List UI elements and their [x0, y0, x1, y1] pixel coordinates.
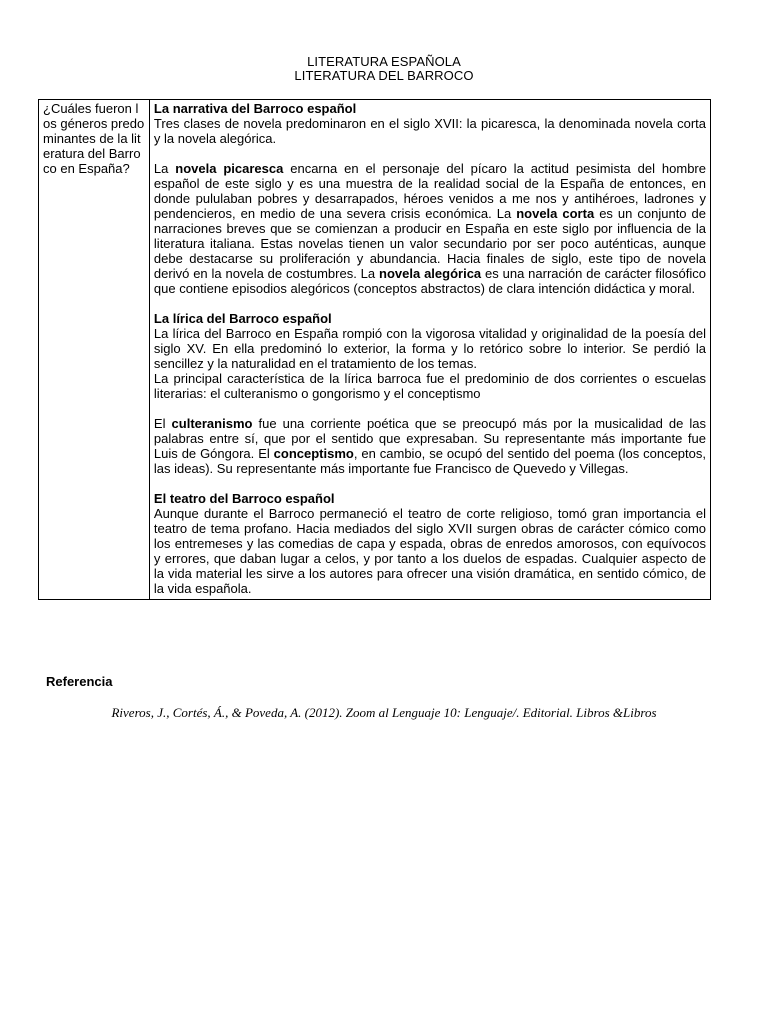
paragraph: El culteranismo fue una corriente poética que se preocupó más por la musicalidad de las palabras entre sí, que por el sentido que expresaban. Su representante más importante fue Luis de Góngora. El conceptismo, en cambio, se ocupó del sentido del poema (los conceptos, las ideas). Su representante más importante fue Francisco de Quevedo y Villegas. — [153, 416, 707, 476]
paragraph: La principal característica de la lírica barroca fue el predominio de dos corrientes o escuelas literarias: el culteranismo o gongorismo y el conceptismo — [153, 371, 706, 401]
paragraph: La lírica del Barroco en España rompió con la vigorosa vitalidad y originalidad de la poesía del siglo XV. En ella predominó lo exterior, la forma y lo retórico sobre lo interior. Se perdió la sencillez y la naturalidad en el tratamiento de los temas. — [153, 326, 706, 371]
reference-heading: Referencia — [46, 674, 113, 689]
question-text: ¿Cuáles fueron los géneros predominantes de la literatura del Barroco en España? — [43, 101, 145, 176]
answer-cell — [149, 100, 710, 600]
table-row — [39, 100, 711, 600]
paragraph: Tres clases de novela predominaron en el siglo XVII: la picaresca, la denominada novela corta y la novela alegórica. — [153, 116, 706, 146]
term-novela-corta: novela corta — [516, 206, 595, 221]
question-cell — [39, 100, 150, 600]
term-novela-alegorica: novela alegórica — [379, 266, 482, 281]
term-conceptismo: conceptismo — [273, 446, 354, 461]
reference-citation: Riveros, J., Cortés, Á., & Poveda, A. (2012). Zoom al Lenguaje 10: Lenguaje/. Editorial. Libros &Libros — [111, 705, 657, 720]
page-title: LITERATURA ESPAÑOLA — [307, 54, 461, 69]
content-table — [38, 99, 711, 600]
paragraph: La novela picaresca encarna en el personaje del pícaro la actitud pesimista del hombre español de este siglo y es una muestra de la realidad social de la España de entonces, en donde pululaban pobres y desarrapados, héroes venidos a me nos y antihéroes, ladrones y pendencieros, en medio de una severa crisis económica. La novela corta es un conjunto de narraciones breves que se comienzan a producir en España en este siglo por influencia de la literatura italiana. Estas novelas tienen un valor secundario por ser poco auténticas, aunque debe destacarse su proliferación y abundancia. Hacia finales de siglo, este tipo de novela derivó en la novela de costumbres. La novela alegórica es una narración de carácter filosófico que contiene episodios alegóricos (conceptos abstractos) de clara intención didáctica y moral. — [153, 161, 706, 296]
term-novela-picaresca: novela picaresca — [175, 161, 284, 176]
page-header — [0, 55, 768, 83]
section-title-teatro: El teatro del Barroco español — [153, 491, 335, 506]
page-subtitle: LITERATURA DEL BARROCO — [294, 68, 474, 83]
term-culteranismo: culteranismo — [171, 416, 253, 431]
paragraph: Aunque durante el Barroco permaneció el teatro de corte religioso, tomó gran importancia el teatro de tema profano. Hacia mediados del siglo XVII surgen obras de carácter cómico como los entremeses y las comedias de capa y espada, obras de enredos amorosos, con equívocos y errores, que daban lugar a celos, y por tanto a los duelos de espadas. Cualquier aspecto de la vida material les sirve a los autores para ofrecer una visión dramática, en sentido cómico, de la vida española. — [153, 506, 706, 596]
section-title-narrativa: La narrativa del Barroco español — [153, 101, 357, 116]
section-title-lirica: La lírica del Barroco español — [153, 311, 332, 326]
